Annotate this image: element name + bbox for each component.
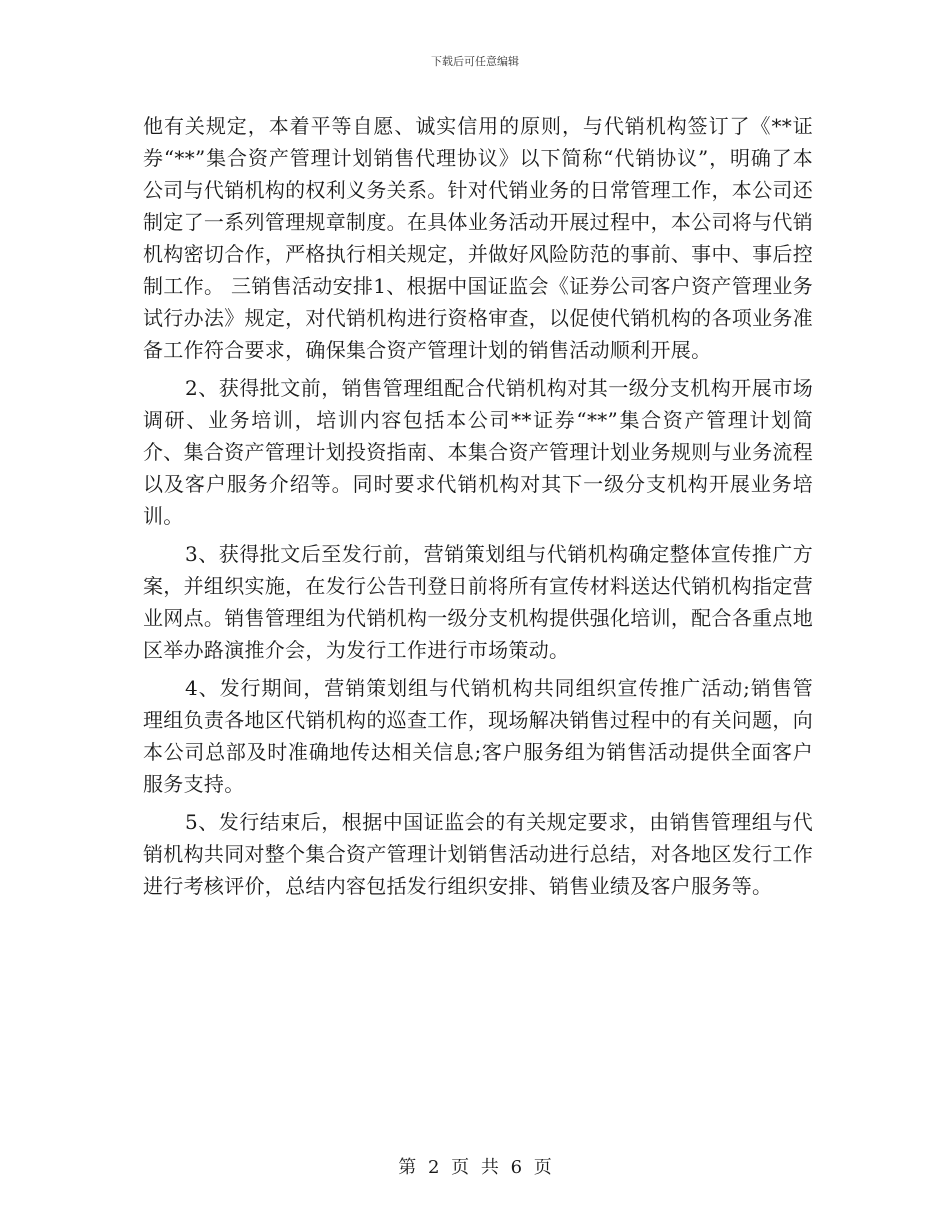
paragraph-item-4: 4、发行期间，营销策划组与代销机构共同组织宣传推广活动;销售管理组负责各地区代销机构的巡查工作，现场解决销售过程中的有关问题，向本公司总部及时准确地传达相关信息;客户服务组为销售活动提供全面客户服务支持。 xyxy=(143,676,813,796)
paragraph-item-2: 2、获得批文前，销售管理组配合代销机构对其一级分支机构开展市场调研、业务培训，培训内容包括本公司**证券“**”集合资产管理计划简介、集合资产管理计划投资指南、本集合资产管理计划业务规则与业务流程以及客户服务介绍等。同时要求代销机构对其下一级分支机构开展业务培训。 xyxy=(143,376,813,528)
page-header: 下载后可任意编辑 xyxy=(431,55,519,68)
paragraph-item-5: 5、发行结束后，根据中国证监会的有关规定要求，由销售管理组与代销机构共同对整个集合资产管理计划销售活动进行总结，对各地区发行工作进行考核评价，总结内容包括发行组织安排、销售业绩及客户服务等。 xyxy=(143,810,813,898)
document-body xyxy=(143,110,813,902)
paragraph-item-3: 3、获得批文后至发行前，营销策划组与代销机构确定整体宣传推广方案，并组织实施，在发行公告刊登日前将所有宣传材料送达代销机构指定营业网点。销售管理组为代销机构一级分支机构提供强化培训，配合各重点地区举办路演推介会，为发行工作进行市场策动。 xyxy=(143,542,813,662)
page-number-footer: 第 2 页 共 6 页 xyxy=(398,1157,552,1178)
paragraph-continued: 他有关规定，本着平等自愿、诚实信用的原则，与代销机构签订了《**证券“**”集合资产管理计划销售代理协议》以下简称“代销协议”，明确了本公司与代销机构的权利义务关系。针对代销业务的日常管理工作，本公司还制定了一系列管理规章制度。在具体业务活动开展过程中，本公司将与代销机构密切合作，严格执行相关规定，并做好风险防范的事前、事中、事后控制工作。 三销售活动安排1、根据中国证监会《证券公司客户资产管理业务试行办法》规定，对代销机构进行资格审查，以促使代销机构的各项业务准备工作符合要求，确保集合资产管理计划的销售活动顺利开展。 xyxy=(143,114,813,362)
